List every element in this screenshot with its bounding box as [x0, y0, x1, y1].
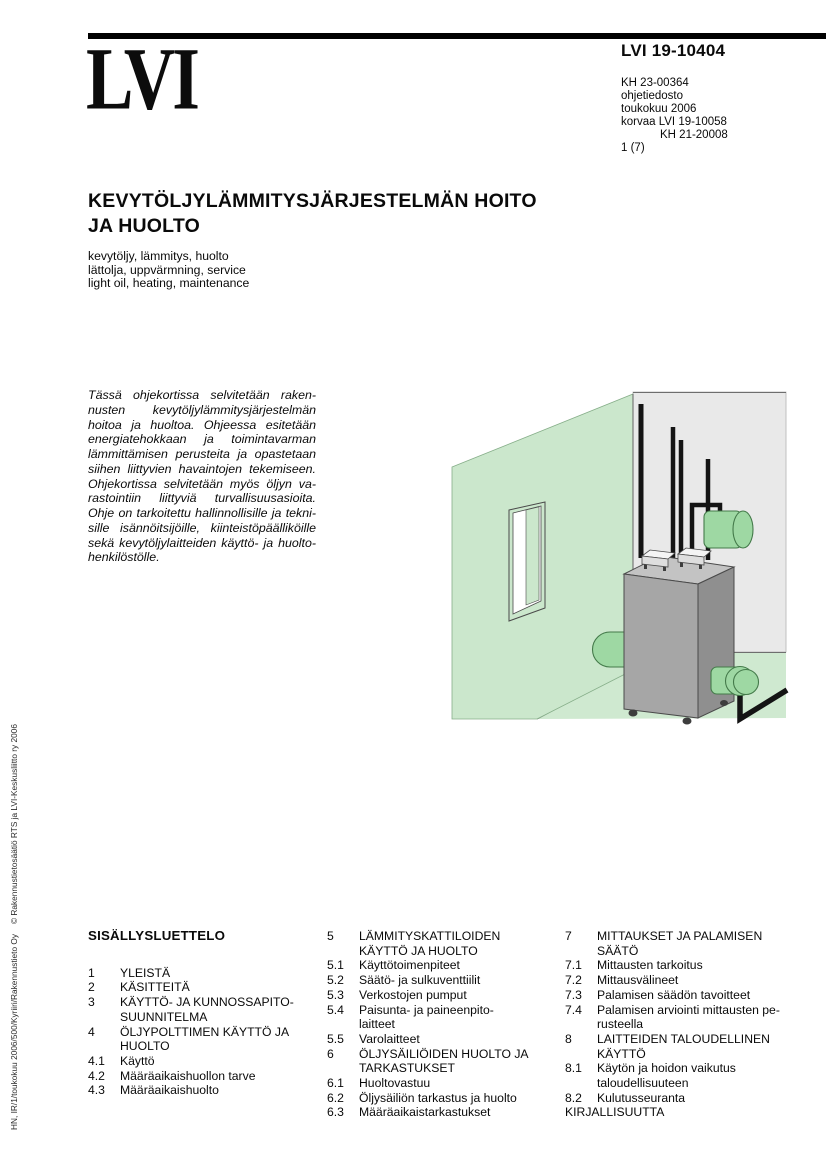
- toc-entries: [88, 966, 320, 1098]
- toc-column-3: [565, 929, 817, 1120]
- toc-entry-number: 5.4: [327, 1002, 344, 1017]
- toc-entry-number: 6: [327, 1046, 334, 1061]
- toc-entry-number: 5.2: [327, 973, 344, 988]
- toc-entry: [565, 958, 817, 973]
- intro-line: energiatehokkaan ja toimintavarman: [88, 432, 316, 447]
- toc-entry-text: Käyttö: [120, 1053, 155, 1068]
- toc-entry-number: 8.2: [565, 1090, 582, 1105]
- edge-imprint-copyright: © Rakennustietosäätiö RTS ja LVI-Keskusliitto ry 2006: [9, 724, 19, 924]
- toc-entry: [327, 1105, 555, 1120]
- window-pane: [526, 507, 539, 605]
- toc-entry: [327, 1032, 555, 1047]
- toc-entry-number: 2: [88, 980, 95, 995]
- toc-heading: SISÄLLYSLUETTELO: [88, 928, 226, 943]
- keyword-line: kevytöljy, lämmitys, huolto: [88, 249, 229, 263]
- expansion-tank: [704, 511, 753, 548]
- toc-entry: [565, 1003, 817, 1032]
- intro-line: lämmittämisen perusteita ja opastetaan: [88, 447, 316, 461]
- edge-imprint: [9, 688, 19, 1130]
- toc-entry-number: 6.1: [327, 1076, 344, 1091]
- toc-entry-text: Öljysäiliön tarkastus ja huolto: [359, 1090, 517, 1105]
- intro-line: rastointiin liittyviä turvallisuusasioita.: [88, 491, 316, 506]
- intro-line: hoitoa ja huoltoa. Ohjeessa esitetään: [88, 417, 316, 432]
- toc-entry: [88, 995, 320, 1024]
- toc-entry-number: 5.1: [327, 958, 344, 973]
- toc-entry-text: Verkostojen pumput: [359, 987, 467, 1002]
- toc-entry-text: Huoltovastuu: [359, 1076, 431, 1091]
- toc-entry: [88, 966, 320, 981]
- toc-entry: [88, 1025, 320, 1054]
- toc-entry-text: Mittausvälineet: [597, 973, 679, 988]
- intro-line: henkilöstölle.: [88, 550, 160, 565]
- toc-entry: [565, 1061, 817, 1090]
- title-line: JA HUOLTO: [88, 214, 200, 237]
- keyword-lines: [88, 250, 249, 291]
- toc-entry-text: ÖLJYPOLTTIMEN KÄYTTÖ JA HUOLTO: [120, 1024, 290, 1054]
- toc-entry: [565, 1091, 817, 1106]
- toc-entry: [88, 1083, 320, 1098]
- intro-line: Ohjekortissa selvitetään myös öljyn va-: [88, 476, 316, 491]
- toc-column-2: [327, 929, 555, 1120]
- toc-entry-number: 6.2: [327, 1090, 344, 1105]
- header-meta-line: toukokuu 2006: [621, 103, 697, 115]
- toc-entry-text: Varolaitteet: [359, 1031, 420, 1046]
- toc-entry-text: Palamisen säädön tavoitteet: [597, 987, 751, 1002]
- toc-entry-number: 7.1: [565, 958, 582, 973]
- header-rule: [88, 33, 826, 39]
- toc-entry-text: LAITTEIDEN TALOUDELLINEN KÄYTTÖ: [597, 1031, 770, 1061]
- toc-entry-text: Käytön ja hoidon vaikutus taloudellisuuteen: [597, 1061, 736, 1091]
- toc-entry-text: Määräaikaistarkastukset: [359, 1105, 491, 1120]
- toc-entry-text: Käyttötoimenpiteet: [359, 958, 460, 973]
- toc-entry-number: 6.3: [327, 1105, 344, 1120]
- toc-entry: KIRJALLISUUTTA: [565, 1105, 665, 1120]
- toc-column-1: [88, 929, 320, 1098]
- toc-entry-number: 4.2: [88, 1068, 105, 1083]
- page-title: [88, 189, 537, 238]
- toc-entry-text: KÄSITTEITÄ: [120, 980, 190, 995]
- header-meta: [621, 77, 728, 155]
- toc-entry: [88, 980, 320, 995]
- toc-entry-number: 5: [327, 929, 334, 943]
- toc-entry: [565, 988, 817, 1003]
- boiler-front: [624, 574, 698, 718]
- toc-entry-text: Palamisen arviointi mittausten pe- rusteella: [597, 1002, 780, 1032]
- left-tank-cylinder: [593, 632, 628, 667]
- toc-entry: [327, 1076, 555, 1091]
- toc-entry-number: 7.2: [565, 973, 582, 988]
- toc-entry-text: Määräaikaishuollon tarve: [120, 1068, 256, 1083]
- header-meta-line: 1 (7): [621, 142, 645, 154]
- toc-entry: [327, 1091, 555, 1106]
- toc-entry-number: 3: [88, 995, 95, 1010]
- toc-entry: [327, 988, 555, 1003]
- header-meta-line: ohjetiedosto: [621, 90, 684, 102]
- toc-entry-number: 5.3: [327, 987, 344, 1002]
- toc-entry-number: 4.1: [88, 1053, 105, 1068]
- title-line: KEVYTÖLJYLÄMMITYSJÄRJESTELMÄN HOITO: [88, 190, 537, 212]
- toc-entry-text: KÄYTTÖ- JA KUNNOSSAPITO- SUUNNITELMA: [120, 995, 294, 1024]
- toc-entry: [565, 1032, 817, 1061]
- intro-line: sille isännöitsijöille, kiinteistöpäälliköille: [88, 520, 316, 535]
- toc-entry: [88, 1054, 320, 1069]
- edge-imprint-production: HN, IR/1/toukokuu 2006/500/Kyriiri/Rakennustieto Oy: [9, 934, 19, 1130]
- toc-entry-number: 4.3: [88, 1083, 105, 1098]
- header-meta-line: KH 21-20008: [660, 129, 728, 141]
- toc-entry: [327, 958, 555, 973]
- toc-entry-number: 1: [88, 965, 95, 980]
- intro-line: sekä kevytöljylaitteiden käyttö- ja huolto-: [88, 535, 316, 550]
- circulation-pump: [711, 667, 759, 696]
- intro-line: Ohje on tarkoitettu hallinnollisille ja tekni-: [88, 506, 316, 520]
- toc-entry-text: MITTAUKSET JA PALAMISEN SÄÄTÖ: [597, 929, 763, 958]
- toc-entry: [327, 1047, 555, 1076]
- toc-entry-text: Mittausten tarkoitus: [597, 958, 703, 973]
- boiler-room-illustration: [440, 383, 792, 733]
- intro-line: Tässä ohjekortissa selvitetään raken-: [88, 388, 316, 402]
- toc-entry-text: LÄMMITYSKATTILOIDEN KÄYTTÖ JA HUOLTO: [359, 929, 501, 958]
- intro-paragraph: [88, 388, 316, 565]
- toc-entry-number: 7.3: [565, 987, 582, 1002]
- toc-entry: [327, 929, 555, 958]
- boiler-side: [698, 567, 734, 718]
- intro-line: siihen liittyvien havaintojen tekemiseen.: [88, 461, 316, 476]
- intro-line: nusten kevytöljylämmitysjärjestelmän: [88, 402, 316, 417]
- doc-number: LVI 19-10404: [621, 41, 726, 60]
- toc-entry-number: 8.1: [565, 1061, 582, 1076]
- toc-entry-text: YLEISTÄ: [120, 965, 171, 980]
- toc-entries: [565, 929, 817, 1120]
- toc-entry: [565, 973, 817, 988]
- toc-entry-number: 7: [565, 929, 572, 943]
- keyword-line: light oil, heating, maintenance: [88, 276, 250, 291]
- toc-entry-text: Paisunta- ja paineenpito- laitteet: [359, 1002, 494, 1032]
- toc-entry-text: Määräaikaishuolto: [120, 1083, 219, 1098]
- toc-entry-text: Kulutusseuranta: [597, 1090, 686, 1105]
- toc-entry: [88, 1069, 320, 1084]
- toc-entry-text: Säätö- ja sulkuventtiilit: [359, 973, 481, 988]
- toc-entry-text: ÖLJYSÄILIÖIDEN HUOLTO JA TARKASTUKSET: [359, 1046, 529, 1076]
- toc-entry-number: 5.5: [327, 1031, 344, 1046]
- header-meta-line: KH 23-00364: [621, 77, 689, 89]
- header-meta-line: korvaa LVI 19-10058: [621, 116, 727, 128]
- toc-entry-number: 8: [565, 1031, 572, 1046]
- toc-entry-number: 7.4: [565, 1002, 582, 1017]
- toc-entry-number: 4: [88, 1024, 95, 1039]
- lvi-logo: LVI: [86, 28, 197, 128]
- toc-entry: [327, 973, 555, 988]
- keyword-line: lättolja, uppvärmning, service: [88, 262, 246, 277]
- toc-entry: [565, 929, 817, 958]
- toc-entry: [327, 1003, 555, 1032]
- toc-entries: [327, 929, 555, 1120]
